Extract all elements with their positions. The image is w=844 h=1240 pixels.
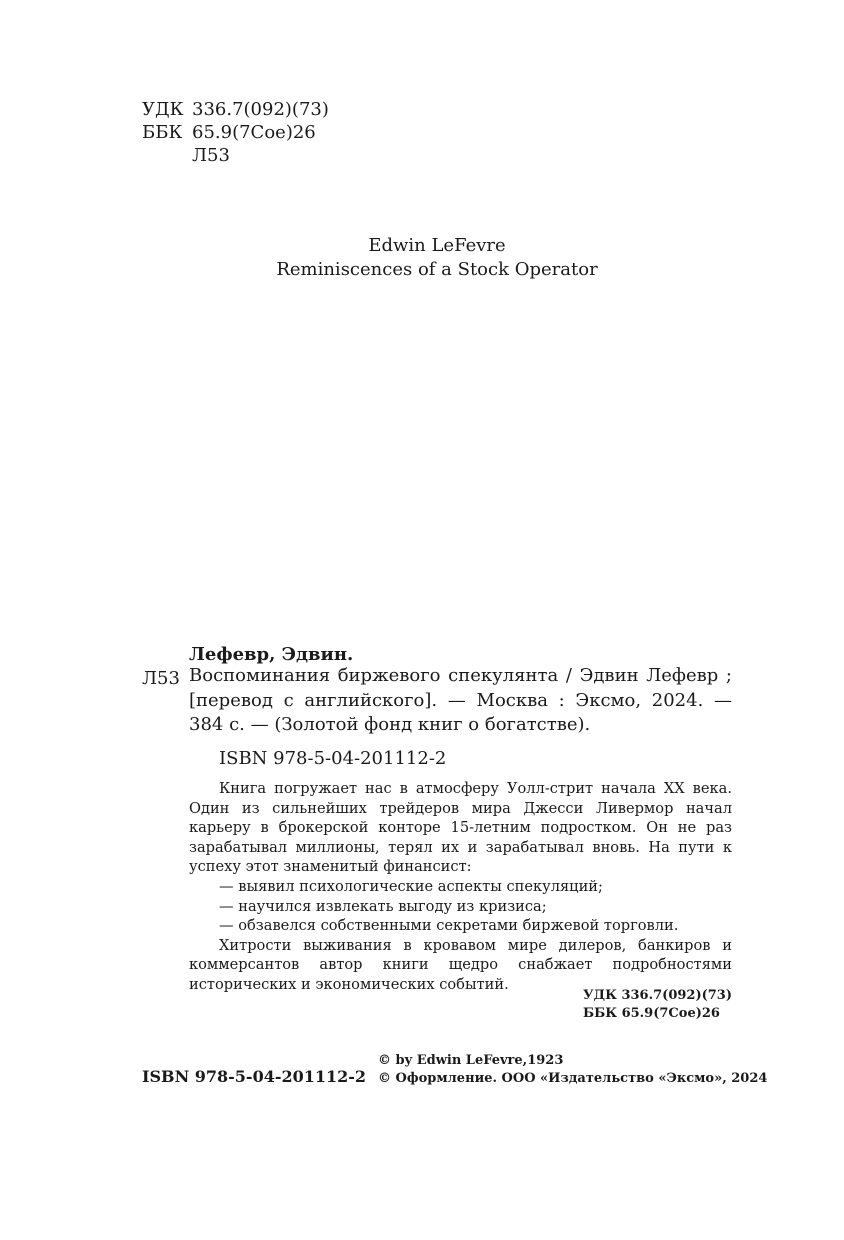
copyright-author: © by Edwin LeFevre,1923 — [378, 1053, 564, 1068]
annotation-item: — научился извлекать выгоду из кризиса; — [219, 897, 547, 915]
annotation-item: — выявил психологические аспекты спекуляций; — [219, 877, 603, 895]
author-mark-row — [142, 144, 329, 167]
catalog-author-mark: Л53 — [142, 668, 180, 689]
footer-codes — [583, 987, 732, 1022]
bbk-label: ББК — [142, 122, 183, 143]
udk-label: УДК — [142, 99, 184, 120]
udk-value: 336.7(092)(73) — [192, 99, 329, 120]
udk-row — [142, 98, 329, 121]
classification-codes — [142, 98, 329, 167]
author-mark: Л53 — [192, 145, 230, 166]
annotation — [189, 779, 732, 995]
footer-bbk: ББК 65.9(7Сое)26 — [583, 1005, 720, 1021]
footer-udk: УДК 336.7(092)(73) — [583, 988, 732, 1003]
bbk-value: 65.9(7Сое)26 — [192, 122, 316, 143]
catalog-isbn: ISBN 978-5-04-201112-2 — [219, 748, 447, 769]
annotation-intro: Книга погружает нас в атмосферу Уолл-стрит начала XX века. Один из сильнейших трейдеров мира Джесси Ливермор начал карьеру в брокерской конторе 15-летним подростком. Он не раз зарабатывал миллионы, терял их и зарабатывал вновь. На пути к успеху этот знаменитый финансист: — [189, 780, 732, 876]
copyright-block — [378, 1052, 767, 1088]
bbk-row — [142, 121, 329, 144]
original-title: Reminiscences of a Stock Operator — [276, 259, 598, 280]
footer-isbn: ISBN 978-5-04-201112-2 — [142, 1067, 367, 1086]
annotation-item: — обзавелся собственными секретами биржевой торговли. — [219, 917, 679, 935]
original-title-block — [142, 234, 732, 282]
copyright-publisher: © Оформление. ООО «Издательство «Эксмо», 2024 — [378, 1071, 768, 1086]
original-author: Edwin LeFevre — [368, 235, 506, 256]
catalog-author-heading: Лефевр, Эдвин. — [189, 644, 354, 665]
catalog-description: Воспоминания биржевого спекулянта / Эдвин Лефевр ; [перевод с английского]. — Москва : Эксмо, 2024. — 384 с. — (Золотой фонд книг о богатстве). — [189, 665, 732, 735]
annotation-outro: Хитрости выживания в кровавом мире дилеров, банкиров и коммерсантов автор книги щедро снабжает подробностями исторических и экономических событий. — [189, 936, 732, 993]
